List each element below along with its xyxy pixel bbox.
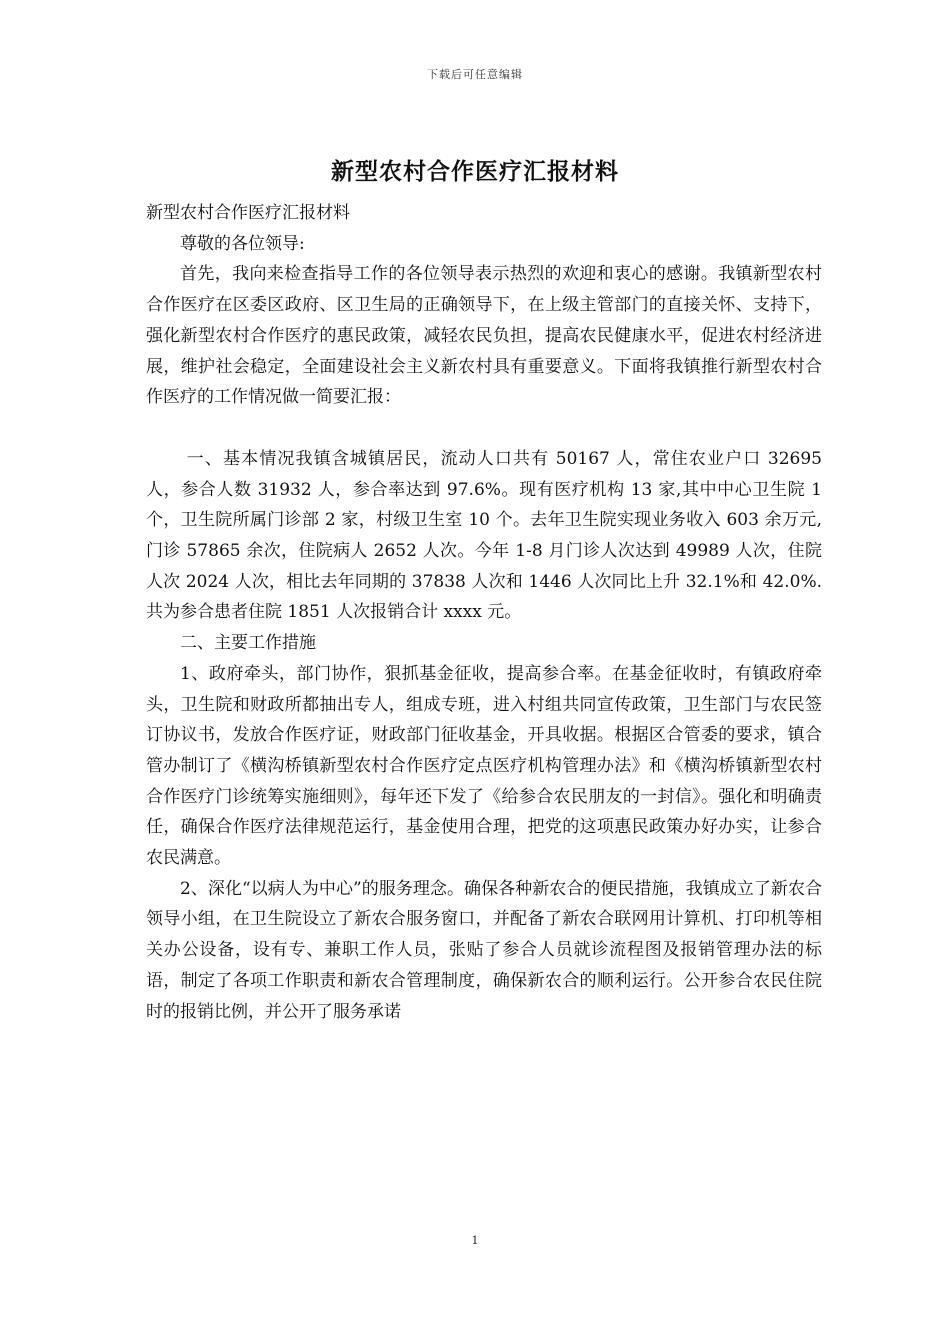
- paragraph-measure-2: 2、深化“以病人为中心”的服务理念。确保各种新农合的便民措施，我镇成立了新农合领导小组，在卫生院设立了新农合服务窗口，并配备了新农合联网用计算机、打印机等相关办公设备，设有专、兼职工作人员，张贴了参合人员就诊流程图及报销管理办法的标语，制定了各项工作职责和新农合管理制度，确保新农合的顺利运行。公开参合农民住院时的报销比例，并公开了服务承诺: [146, 878, 822, 1022]
- page-number: 1: [471, 1234, 479, 1247]
- salutation: 尊敬的各位领导:: [180, 233, 305, 254]
- subtitle-line: 新型农村合作医疗汇报材料: [146, 203, 350, 223]
- document-body: [146, 198, 822, 1027]
- document-title: 新型农村合作医疗汇报材料: [331, 158, 619, 185]
- paragraph-intro: 首先，我向来检查指导工作的各位领导表示热烈的欢迎和衷心的感谢。我镇新型农村合作医疗在区委区政府、区卫生局的正确领导下，在上级主管部门的直接关怀、支持下，强化新型农村合作医疗的惠民政策，减轻农民负担，提高农民健康水平，促进农村经济进展，维护社会稳定，全面建设社会主义新农村具有重要意义。下面将我镇推行新型农村合作医疗的工作情况做一简要汇报：: [146, 264, 822, 408]
- section-heading-measures: 二、主要工作措施: [180, 633, 316, 654]
- page-header-note: 下载后可任意编辑: [427, 68, 523, 81]
- paragraph-measure-1: 1、政府牵头，部门协作，狠抓基金征收，提高参合率。在基金征收时，有镇政府牵头，卫生院和财政所都抽出专人，组成专班，进入村组共同宣传政策，卫生部门与农民签订协议书，发放合作医疗证，财政部门征收基金，开具收据。根据区合管委的要求，镇合管办制订了《横沟桥镇新型农村合作医疗定点医疗机构管理办法》和《横沟桥镇新型农村合作医疗门诊统筹实施细则》，每年还下发了《给参合农民朋友的一封信》。强化和明确责任，确保合作医疗法律规范运行，基金使用合理，把党的这项惠民政策办好办实，让参合农民满意。: [146, 663, 822, 869]
- paragraph-basic-situation: 一、基本情况我镇含城镇居民，流动人口共有 50167 人，常住农业户口 32695 人，参合人数 31932 人，参合率达到 97.6%。现有医疗机构 13 家,其中中心卫生院 1 个，卫生院所属门诊部 2 家，村级卫生室 10 个。去年卫生院实现业务收入 603 余万元,门诊 57865 余次，住院病人 2652 人次。今年 1-8 月门诊人次达到 49989 人次，住院人次 2024 人次，相比去年同期的 37838 人次和 1446 人次同比上升 32.1%和 42.0%.共为参合患者住院 1851 人次报销合计 xxxx 元。: [146, 448, 822, 623]
